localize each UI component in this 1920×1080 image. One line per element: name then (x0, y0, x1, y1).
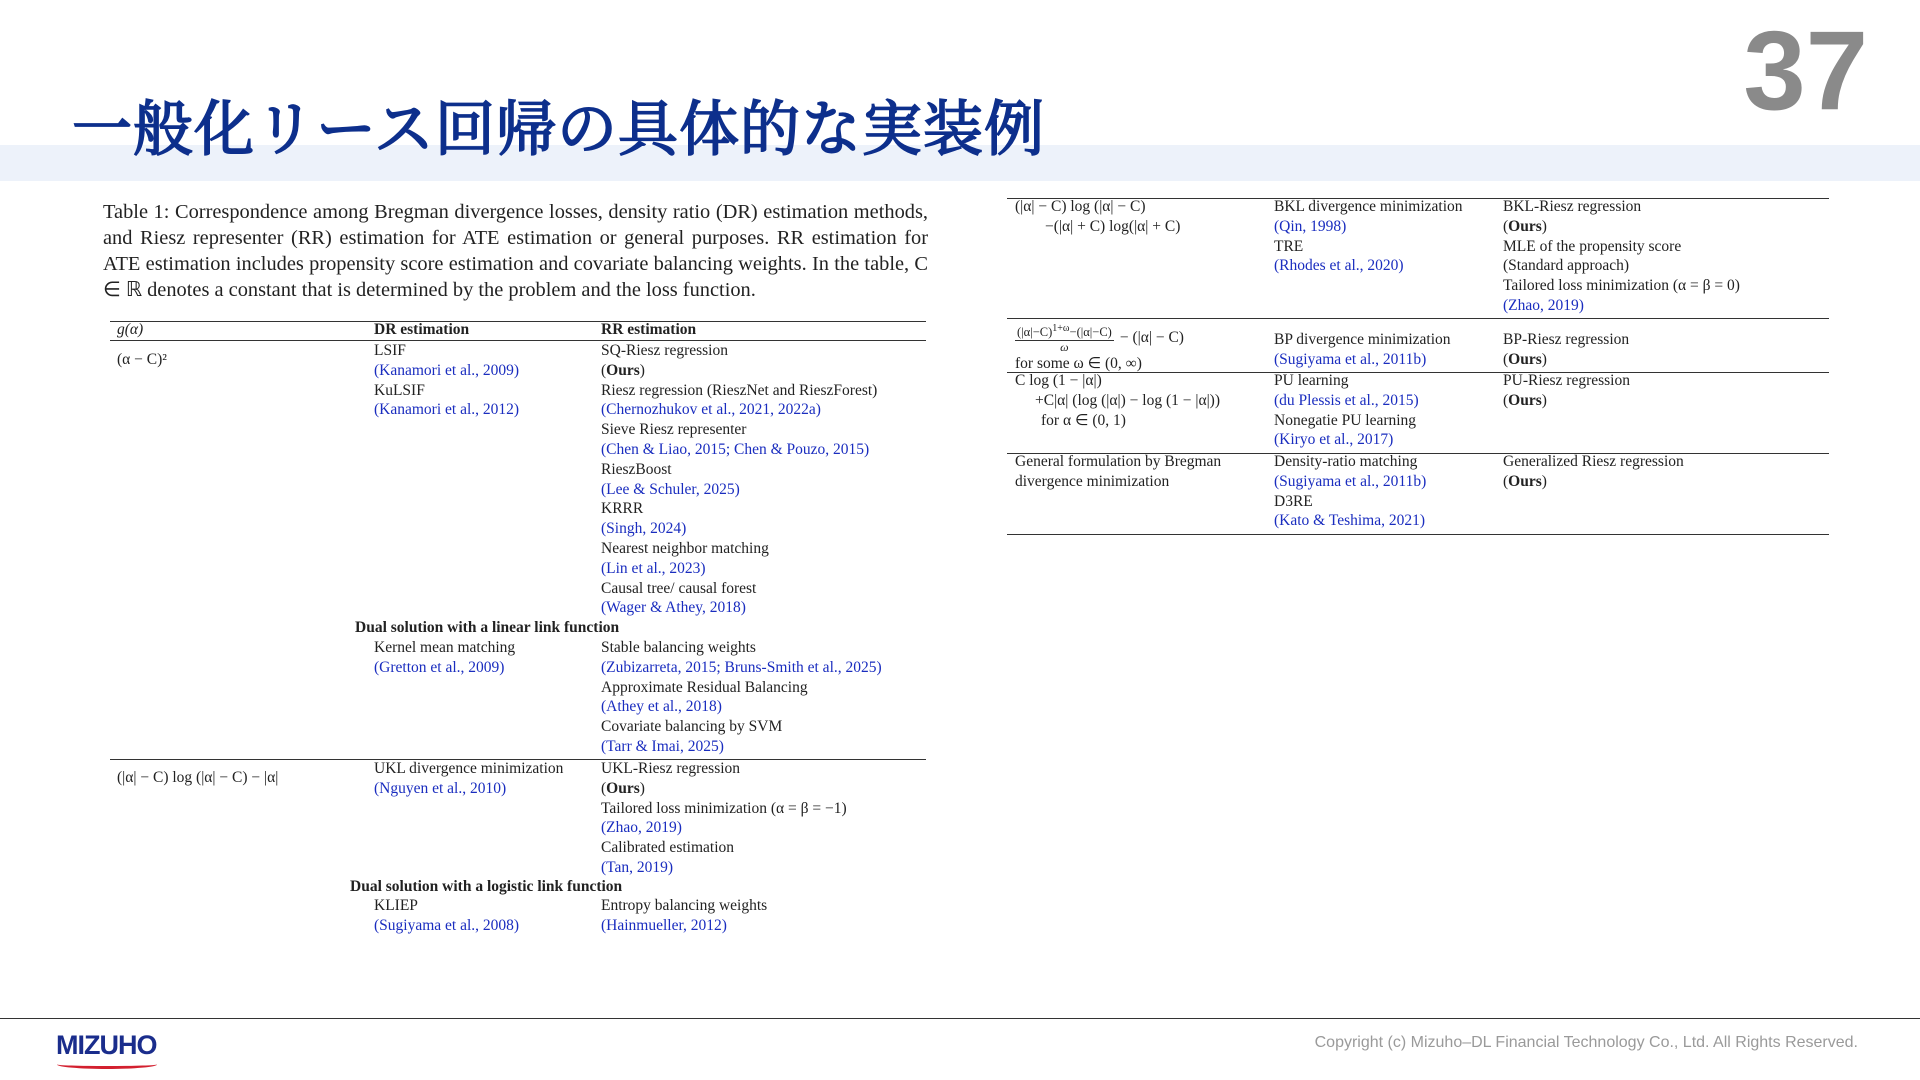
citation[interactable]: (Nguyen et al., 2010) (374, 779, 507, 797)
right-block2-g-num-right: −(|α|−C) (1069, 325, 1112, 340)
citation[interactable]: (Sugiyama et al., 2011b) (1274, 350, 1427, 368)
method-name: Covariate balancing by SVM (601, 718, 783, 736)
citation[interactable]: (Kiryo et al., 2017) (1274, 431, 1394, 449)
method-name: UKL-Riesz regression (601, 760, 741, 777)
method-name: UKL divergence minimization (374, 760, 564, 777)
citation[interactable]: (Chen & Liao, 2015; Chen & Pouzo, 2015) (601, 440, 870, 458)
right-block2-dr (1274, 330, 1451, 370)
right-block3-g-line3: for α ∈ (0, 1) (1041, 411, 1126, 429)
right-block2-g-num-left: (|α|−C) (1017, 325, 1053, 340)
method-name: KRRR (601, 500, 644, 518)
citation[interactable]: (Chernozhukov et al., 2021, 2022a) (601, 401, 821, 419)
citation[interactable]: (Lee & Schuler, 2025) (601, 480, 740, 498)
method-name: LSIF (374, 342, 406, 359)
right-block2-g (1015, 320, 1184, 374)
citation[interactable]: (Kanamori et al., 2012) (374, 401, 520, 419)
method-name: PU-Riesz regression (1503, 372, 1630, 389)
right-block3-rr (1503, 371, 1630, 411)
method-name: (Ours) (1503, 391, 1547, 409)
method-name: Nearest neighbor matching (601, 539, 769, 557)
method-name: (Standard approach) (1503, 257, 1630, 275)
header-g: g(α) (117, 321, 144, 338)
method-name: BP divergence minimization (1274, 331, 1451, 348)
citation[interactable]: (Rhodes et al., 2020) (1274, 257, 1404, 275)
left-block1-g: (α − C)² (117, 351, 167, 368)
method-name: Riesz regression (RieszNet and RieszForest) (601, 381, 878, 399)
method-name: Kernel mean matching (374, 639, 516, 656)
mizuho-logo: MIZUHO (56, 1030, 157, 1060)
slide-title: 一般化リース回帰の具体的な実装例 (72, 95, 1045, 165)
right-table-rule-2 (1007, 318, 1829, 319)
method-name: (Ours) (601, 361, 645, 379)
citation[interactable]: (Gretton et al., 2009) (374, 658, 505, 676)
method-name: Calibrated estimation (601, 839, 735, 857)
method-name: BKL-Riesz regression (1503, 198, 1642, 215)
right-block1-g-line2: −(|α| + C) log(|α| + C) (1045, 217, 1181, 235)
method-name: Density-ratio matching (1274, 453, 1418, 470)
right-block1-rr (1503, 197, 1740, 316)
method-name: Approximate Residual Balancing (601, 678, 808, 696)
right-block1-g (1015, 197, 1180, 237)
method-name: Causal tree/ causal forest (601, 579, 757, 597)
right-block1-dr (1274, 197, 1463, 276)
right-block2-g-den: ω (1060, 339, 1069, 354)
citation[interactable]: (Tarr & Imai, 2025) (601, 737, 724, 755)
method-name: (Ours) (1503, 217, 1547, 235)
right-block4-rr (1503, 452, 1684, 492)
method-name: PU learning (1274, 372, 1349, 389)
method-name: Stable balancing weights (601, 639, 756, 656)
citation[interactable]: (Hainmueller, 2012) (601, 916, 727, 934)
right-block4-dr (1274, 452, 1426, 531)
left-block2-g: (|α| − C) log (|α| − C) − |α| (117, 769, 279, 786)
method-name: Tailored loss minimization (α = β = 0) (1503, 277, 1740, 295)
right-block2-g-tail: − (|α| − C) (1119, 329, 1184, 346)
right-block1-g-line1: (|α| − C) log (|α| − C) (1015, 198, 1146, 215)
method-name: KuLSIF (374, 381, 425, 399)
citation[interactable]: (Lin et al., 2023) (601, 559, 706, 577)
right-table-bottom-rule (1007, 534, 1829, 535)
footer-rule (0, 1018, 1920, 1019)
right-block3-g-line1: C log (1 − |α|) (1015, 372, 1102, 389)
method-name: (Ours) (1503, 350, 1547, 368)
method-name: Entropy balancing weights (601, 897, 768, 914)
method-name: BP-Riesz regression (1503, 331, 1630, 348)
right-block3-g (1015, 371, 1220, 430)
method-name: (Ours) (601, 779, 645, 797)
method-name: TRE (1274, 237, 1304, 255)
dual2-heading: Dual solution with a logistic link function (350, 878, 623, 895)
copyright-text: Copyright (c) Mizuho–DL Financial Technology Co., Ltd. All Rights Reserved. (1314, 1034, 1858, 1051)
page-number: 37 (1743, 8, 1868, 133)
citation[interactable]: (Sugiyama et al., 2008) (374, 916, 520, 934)
method-name: Sieve Riesz representer (601, 421, 747, 439)
right-block4-g (1015, 452, 1221, 492)
right-block2-g-num-exp: 1+ω (1052, 323, 1070, 335)
dual1-heading: Dual solution with a linear link function (355, 619, 620, 636)
citation[interactable]: (Kanamori et al., 2009) (374, 361, 520, 379)
citation[interactable]: (Zhao, 2019) (1503, 296, 1584, 314)
method-name: Tailored loss minimization (α = β = −1) (601, 799, 847, 817)
right-block2-rr (1503, 330, 1629, 370)
right-block4-g-line2: divergence minimization (1015, 472, 1170, 490)
logo-swoosh-icon (57, 1060, 157, 1069)
method-name: MLE of the propensity score (1503, 237, 1682, 255)
right-block2-g-cond: for some ω ∈ (0, ∞) (1015, 355, 1142, 372)
citation[interactable]: (Singh, 2024) (601, 520, 687, 538)
method-name: SQ-Riesz regression (601, 342, 728, 359)
citation[interactable]: (Zhao, 2019) (601, 819, 682, 837)
citation[interactable]: (Wager & Athey, 2018) (601, 599, 746, 617)
right-block3-dr (1274, 371, 1419, 450)
right-block3-g-line2: +C|α| (log (|α|) − log (1 − |α|)) (1035, 391, 1221, 409)
citation[interactable]: (Tan, 2019) (601, 858, 674, 876)
citation[interactable]: (Qin, 1998) (1274, 217, 1347, 235)
method-name: (Ours) (1503, 472, 1547, 490)
header-rr: RR estimation (601, 321, 697, 338)
citation[interactable]: (Kato & Teshima, 2021) (1274, 512, 1426, 530)
header-dr: DR estimation (374, 321, 470, 338)
citation[interactable]: (Athey et al., 2018) (601, 698, 722, 716)
right-block4-g-line1: General formulation by Bregman (1015, 453, 1222, 470)
method-name: Nonegatie PU learning (1274, 411, 1417, 429)
table-caption: Table 1: Correspondence among Bregman divergence losses, density ratio (DR) estimation methods, and Riesz representer (RR) estimation for ATE estimation or general purposes. RR estimation for ATE estimation includes propensity score estimation and covariate balancing weights. In the table, C ∈ ℝ denotes a constant that is determined by the problem and the loss function. (103, 201, 928, 301)
method-name: RieszBoost (601, 460, 672, 478)
citation[interactable]: (Zubizarreta, 2015; Bruns-Smith et al., 2025) (601, 658, 882, 676)
method-name: D3RE (1274, 492, 1313, 510)
method-name: BKL divergence minimization (1274, 198, 1463, 215)
citation[interactable]: (du Plessis et al., 2015) (1274, 391, 1419, 409)
method-name: Generalized Riesz regression (1503, 453, 1684, 470)
citation[interactable]: (Sugiyama et al., 2011b) (1274, 472, 1427, 490)
method-name: KLIEP (374, 897, 418, 914)
